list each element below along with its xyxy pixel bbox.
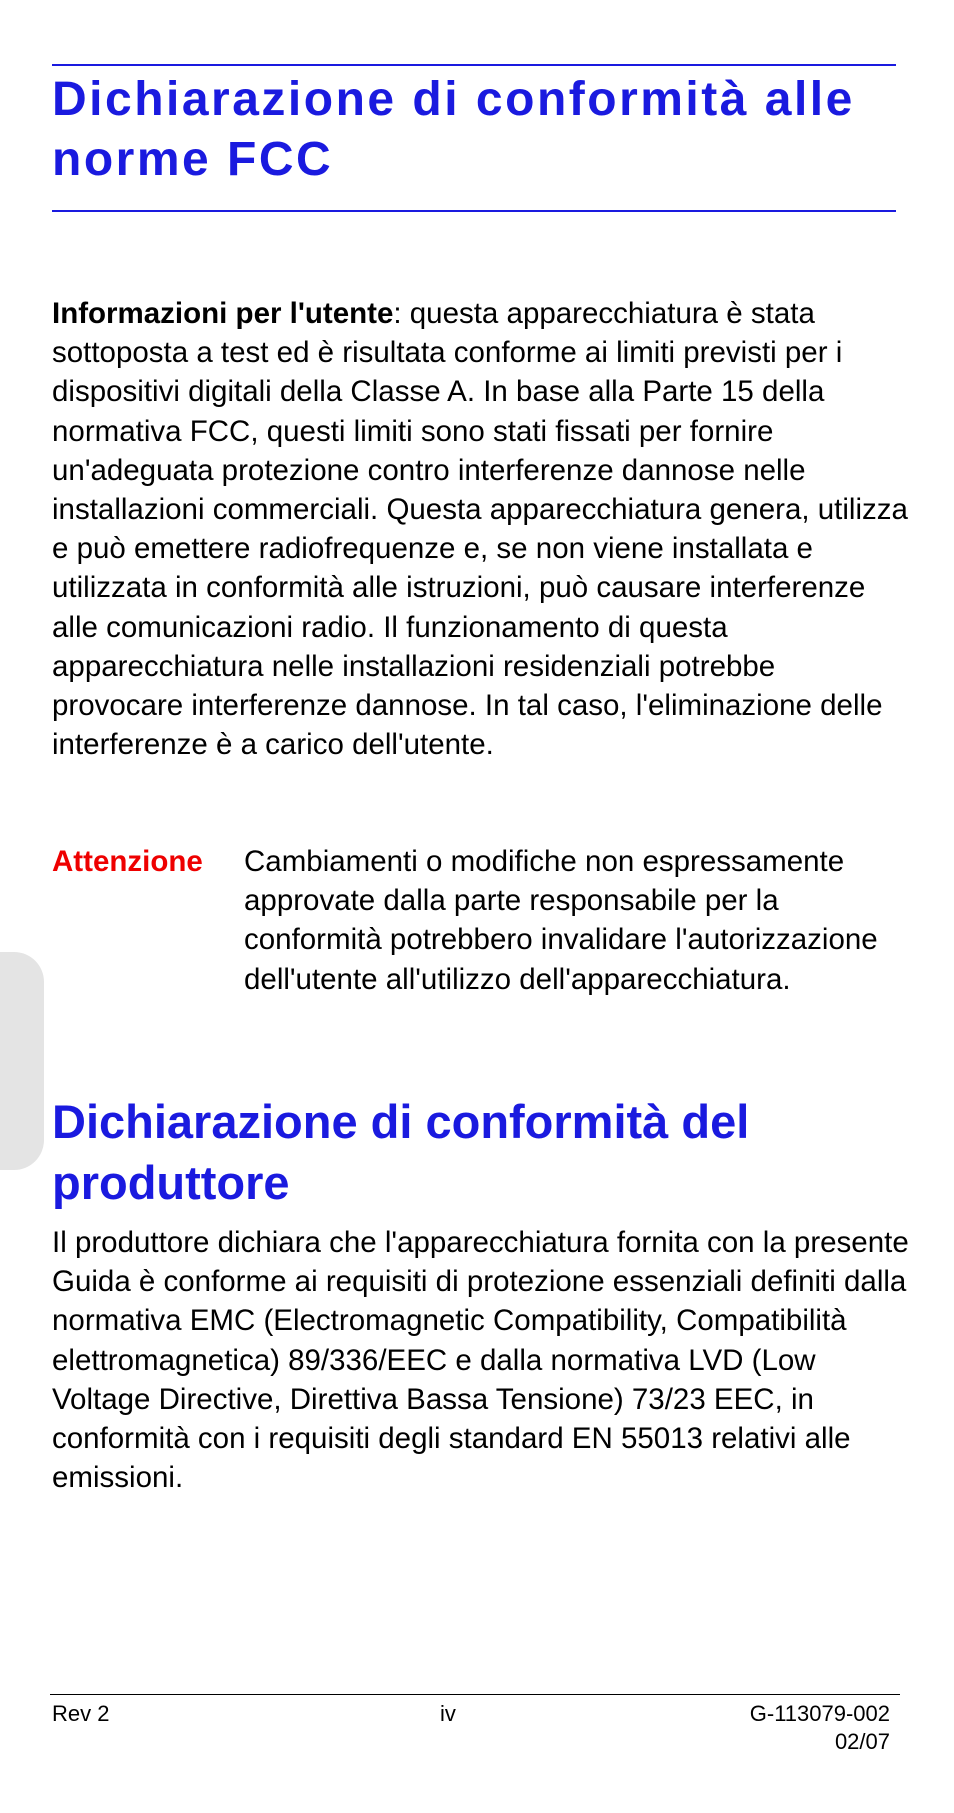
footer-doc-info	[750, 1700, 890, 1756]
footer-page-number: iv	[440, 1701, 456, 1726]
title-top-rule	[52, 64, 896, 66]
footer-revision: Rev 2	[52, 1701, 110, 1726]
warning-label: Attenzione	[52, 845, 203, 878]
warning-text: Cambiamenti o modifiche non espressamente approvate dalla parte responsabile per la conformità potrebbero invalidare l'autorizzazione dell'utente all'utilizzo dell'apparecchiatura.	[244, 845, 878, 996]
manufacturer-declaration-paragraph: Il produttore dichiara che l'apparecchiatura fornita con la presente Guida è conforme ai requisiti di protezione essenziali definiti dalla normativa EMC (Electromagnetic Compatibility, Compatibilità elettromagnetica) 89/336/EEC e dalla normativa LVD (Low Voltage Directive, Direttiva Bassa Tensione) 73/23 EEC, in conformità con i requisiti degli standard EN 55013 relativi alle emissioni.	[52, 1226, 909, 1495]
chapter-side-tab	[0, 952, 44, 1170]
fcc-section-title: Dichiarazione di conformità alle norme FCC	[52, 73, 855, 186]
manufacturer-section-title: Dichiarazione di conformità del produttore	[52, 1095, 750, 1209]
user-info-lead: Informazioni per l'utente	[52, 297, 394, 330]
footer-date: 02/07	[834, 1729, 890, 1754]
footer-rule	[50, 1694, 900, 1695]
user-info-body: : questa apparecchiatura è stata sottoposta a test ed è risultata conforme ai limiti previsti per i dispositivi digitali della Classe A. In base alla Parte 15 della normativa FCC, questi limiti sono stati fissati per fornire un'adeguata protezione contro interferenze dannose nelle installazioni commerciali. Questa apparecchiatura genera, utilizza e può emettere radiofrequenze e, se non viene installata e utilizzata in conformità alle istruzioni, può causare interferenze alle comunicazioni radio. Il funzionamento di questa apparecchiatura nelle installazioni residenziali potrebbe provocare interferenze dannose. In tal caso, l'eliminazione delle interferenze è a carico dell'utente.	[52, 297, 908, 762]
title-bottom-rule	[52, 210, 896, 212]
fcc-user-info-paragraph	[52, 294, 912, 764]
footer-doc-number: G-113079-002	[749, 1701, 890, 1726]
